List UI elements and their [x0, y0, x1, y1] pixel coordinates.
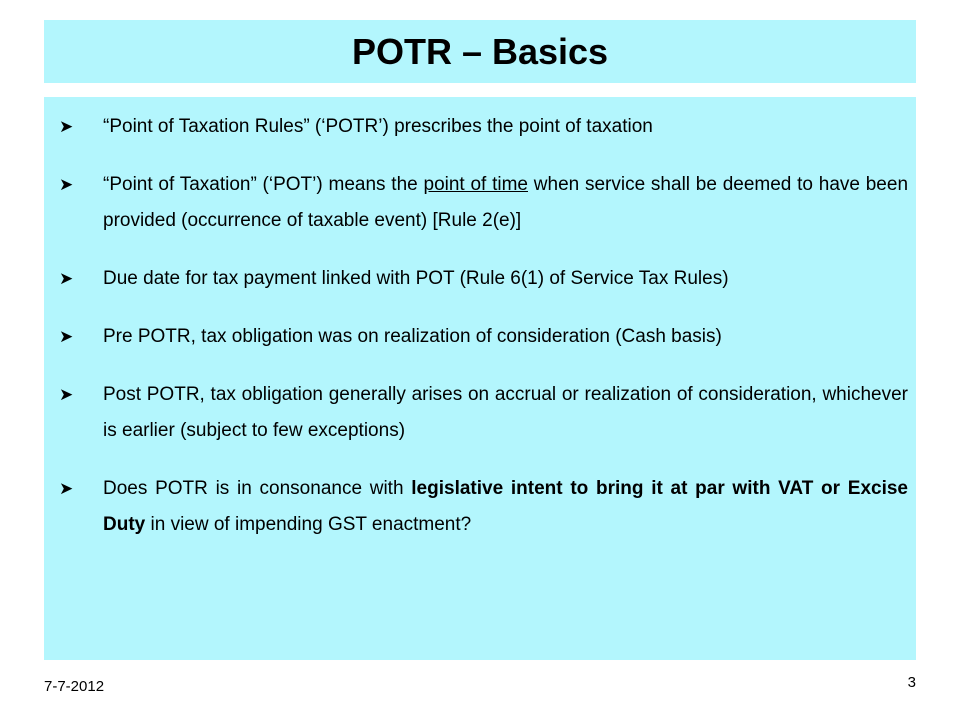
arrow-right-icon: ➤	[59, 269, 74, 288]
bullet-text: Pre POTR, tax obligation was on realization of consideration (Cash basis)	[103, 326, 722, 347]
slide-date: 7-7-2012	[44, 678, 105, 695]
slide-title: POTR – Basics	[351, 30, 609, 72]
content-panel	[44, 97, 916, 660]
bullet-list	[59, 109, 908, 543]
bullet-item	[59, 261, 908, 297]
bullet-item	[59, 167, 908, 239]
slide-page-number: 3	[907, 674, 916, 691]
arrow-right-icon: ➤	[59, 117, 74, 136]
arrow-right-icon: ➤	[59, 479, 74, 498]
bullet-text: “Point of Taxation” (‘POT’) means the point of time when service shall be deemed to have been provided (occurrence of taxable event) [Rule 2(e)]	[103, 174, 909, 231]
arrow-right-icon: ➤	[59, 327, 74, 346]
bullet-item	[59, 109, 908, 145]
bullet-text: Does POTR is in consonance with legislative intent to bring it at par with VAT or Excise Duty in view of impending GST enactment?	[103, 478, 909, 535]
bullet-text: Post POTR, tax obligation generally arises on accrual or realization of consideration, whichever is earlier (subject to few exceptions)	[103, 384, 908, 441]
arrow-right-icon: ➤	[59, 175, 74, 194]
bullet-item	[59, 471, 908, 543]
bullet-text: “Point of Taxation Rules” (‘POTR’) prescribes the point of taxation	[103, 116, 653, 137]
bullet-item	[59, 377, 908, 449]
underlined-term: point of time	[423, 174, 528, 195]
slide-title-bar	[44, 20, 916, 83]
bullet-text: Due date for tax payment linked with POT (Rule 6(1) of Service Tax Rules)	[103, 268, 729, 289]
bullet-item	[59, 319, 908, 355]
bold-phrase: legislative intent to bring it at par with VAT or Excise Duty	[103, 478, 909, 535]
arrow-right-icon: ➤	[59, 385, 74, 404]
